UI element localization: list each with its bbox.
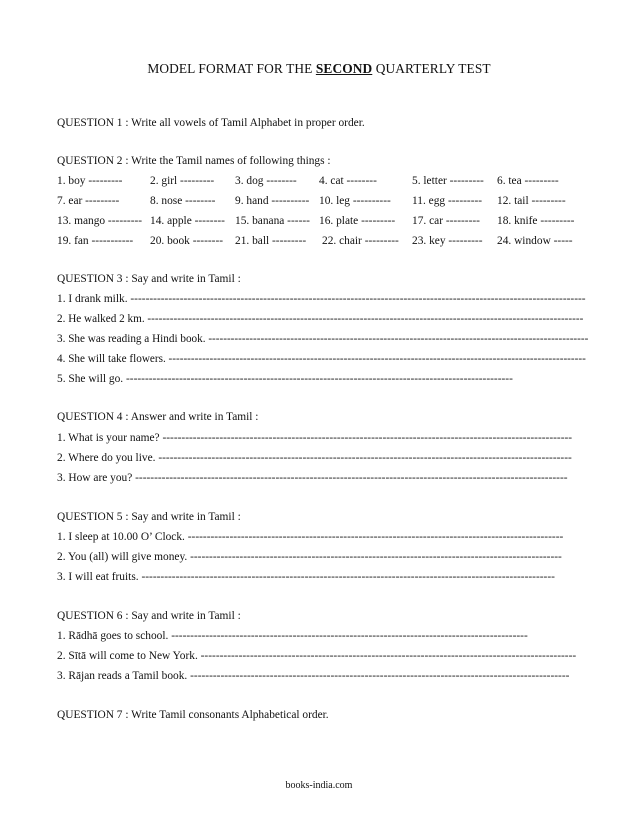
question-4-item: 1. What is your name? ------------------------------------------------------------------------------------------------------------	[57, 432, 573, 444]
vocab-item: 20. book --------	[150, 235, 224, 247]
question-1: QUESTION 1 : Write all vowels of Tamil Alphabet in proper order.	[57, 117, 365, 129]
vocab-item: 22. chair ---------	[322, 235, 399, 247]
question-5-item: 2. You (all) will give money. --------------------------------------------------------------------------------------------------	[57, 551, 562, 563]
question-2-heading: QUESTION 2 : Write the Tamil names of following things :	[57, 155, 331, 167]
vocab-item: 8. nose --------	[150, 195, 216, 207]
vocab-item: 14. apple --------	[150, 215, 225, 227]
vocab-item: 4. cat --------	[319, 175, 377, 187]
question-3-item: 4. She will take flowers. ----------------------------------------------------------------------------------------------------------------	[57, 353, 586, 365]
question-4-item: 3. How are you? ------------------------------------------------------------------------------------------------------------------	[57, 472, 568, 484]
question-4-item: 2. Where do you live. -------------------------------------------------------------------------------------------------------------	[57, 452, 572, 464]
vocab-item: 16. plate ---------	[319, 215, 396, 227]
vocab-item: 12. tail ---------	[497, 195, 566, 207]
vocab-item: 5. letter ---------	[412, 175, 484, 187]
question-3-item: 3. She was reading a Hindi book. ------------------------------------------------------------------------------------------------------	[57, 333, 589, 345]
question-3-heading: QUESTION 3 : Say and write in Tamil :	[57, 273, 241, 285]
question-6-item: 2. Sītā will come to New York. ---------------------------------------------------------------------------------------------------	[57, 650, 577, 662]
vocab-item: 24. window -----	[497, 235, 573, 247]
question-5-heading: QUESTION 5 : Say and write in Tamil :	[57, 511, 241, 523]
question-5-item: 1. I sleep at 10.00 O’ Clock. ---------------------------------------------------------------------------------------------------	[57, 531, 564, 543]
question-6-item: 3. Rājan reads a Tamil book. ----------------------------------------------------------------------------------------------------	[57, 670, 570, 682]
question-7: QUESTION 7 : Write Tamil consonants Alphabetical order.	[57, 709, 329, 721]
vocab-item: 13. mango ---------	[57, 215, 143, 227]
vocab-item: 6. tea ---------	[497, 175, 559, 187]
vocab-item: 11. egg ---------	[412, 195, 483, 207]
footer-link[interactable]: books-india.com	[285, 780, 353, 791]
question-6-item: 1. Rādhā goes to school. ----------------------------------------------------------------------------------------------	[57, 630, 528, 642]
vocab-item: 21. ball ---------	[235, 235, 307, 247]
title-emphasis: SECOND	[315, 61, 373, 76]
vocab-item: 17. car ---------	[412, 215, 480, 227]
question-5-item: 3. I will eat fruits. -------------------------------------------------------------------------------------------------------------	[57, 571, 555, 583]
question-3-item: 5. She will go. ------------------------------------------------------------------------------------------------------	[57, 373, 513, 385]
vocab-item: 19. fan -----------	[57, 235, 134, 247]
vocab-item: 15. banana ------	[235, 215, 310, 227]
vocab-item: 23. key ---------	[412, 235, 483, 247]
question-3-item: 2. He walked 2 km. ---------------------------------------------------------------------------------------------------------------------	[57, 313, 584, 325]
vocab-item: 1. boy ---------	[57, 175, 123, 187]
page-title	[0, 61, 638, 77]
vocab-item: 2. girl ---------	[150, 175, 215, 187]
question-6-heading: QUESTION 6 : Say and write in Tamil :	[57, 610, 241, 622]
question-4-heading: QUESTION 4 : Answer and write in Tamil :	[57, 411, 259, 423]
vocab-item: 18. knife ---------	[497, 215, 575, 227]
title-prefix: MODEL FORMAT FOR THE	[147, 61, 316, 76]
vocab-item: 9. hand ----------	[235, 195, 310, 207]
question-3-item: 1. I drank milk. ------------------------------------------------------------------------------------------------------------------------	[57, 293, 586, 305]
vocab-item: 10. leg ----------	[319, 195, 391, 207]
vocab-item: 3. dog --------	[235, 175, 297, 187]
title-suffix: QUARTERLY TEST	[372, 61, 491, 76]
vocab-item: 7. ear ---------	[57, 195, 120, 207]
